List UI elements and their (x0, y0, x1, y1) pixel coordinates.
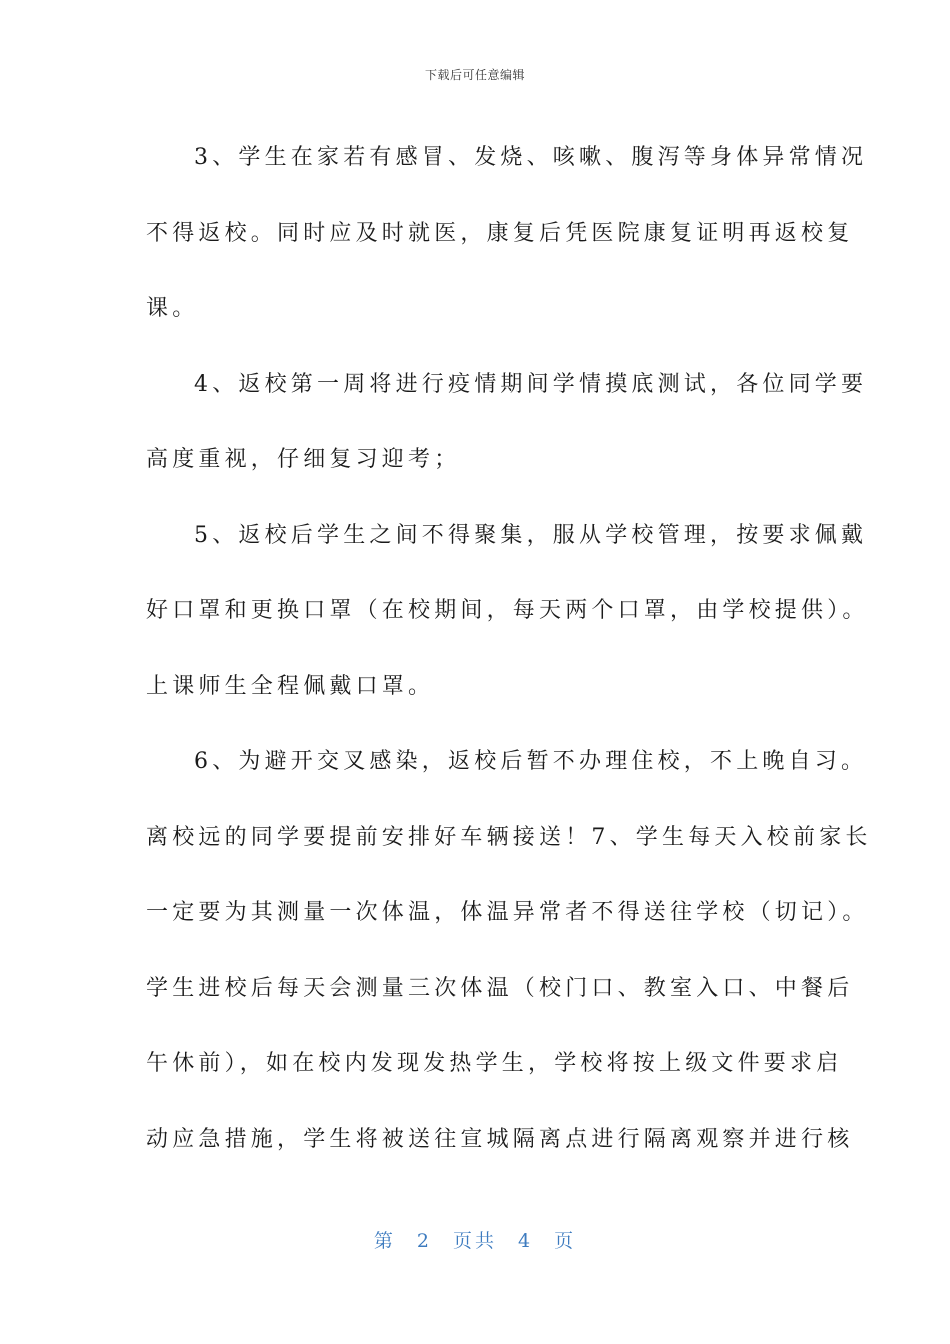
text-line: 6、为避开交叉感染，返校后暂不办理住校，不上晚自习。 (194, 749, 868, 774)
text-line: 好口罩和更换口罩（在校期间，每天两个口罩，由学校提供）。 (146, 598, 869, 623)
text-line: 一定要为其测量一次体温，体温异常者不得送往学校（切记）。 (146, 900, 869, 925)
text-line: 动应急措施，学生将被送往宣城隔离点进行隔离观察并进行核 (146, 1126, 854, 1152)
text-line: 3、学生在家若有感冒、发烧、咳嗽、腹泻等身体异常情况 (194, 145, 868, 170)
document-body (146, 120, 872, 1177)
text-line: 4、返校第一周将进行疫情期间学情摸底测试，各位同学要 (194, 371, 868, 397)
page-number-footer: 第 2 页共 4 页 (373, 1230, 577, 1252)
text-line: 学生进校后每天会测量三次体温（校门口、教室入口、中餐后 (146, 975, 854, 1001)
text-line: 5、返校后学生之间不得聚集，服从学校管理，按要求佩戴 (194, 522, 868, 548)
text-line: 午休前），如在校内发现发热学生，学校将按上级文件要求启 (146, 1051, 843, 1076)
text-line: 上课师生全程佩戴口罩。 (146, 673, 435, 699)
text-line: 不得返校。同时应及时就医，康复后凭医院康复证明再返校复 (146, 220, 854, 246)
page-header-note: 下载后可任意编辑 (424, 68, 525, 82)
text-line: 离校远的同学要提前安排好车辆接送！7、学生每天入校前家长 (146, 824, 872, 850)
text-line: 课。 (146, 296, 199, 321)
text-line: 高度重视，仔细复习迎考； (146, 447, 461, 472)
